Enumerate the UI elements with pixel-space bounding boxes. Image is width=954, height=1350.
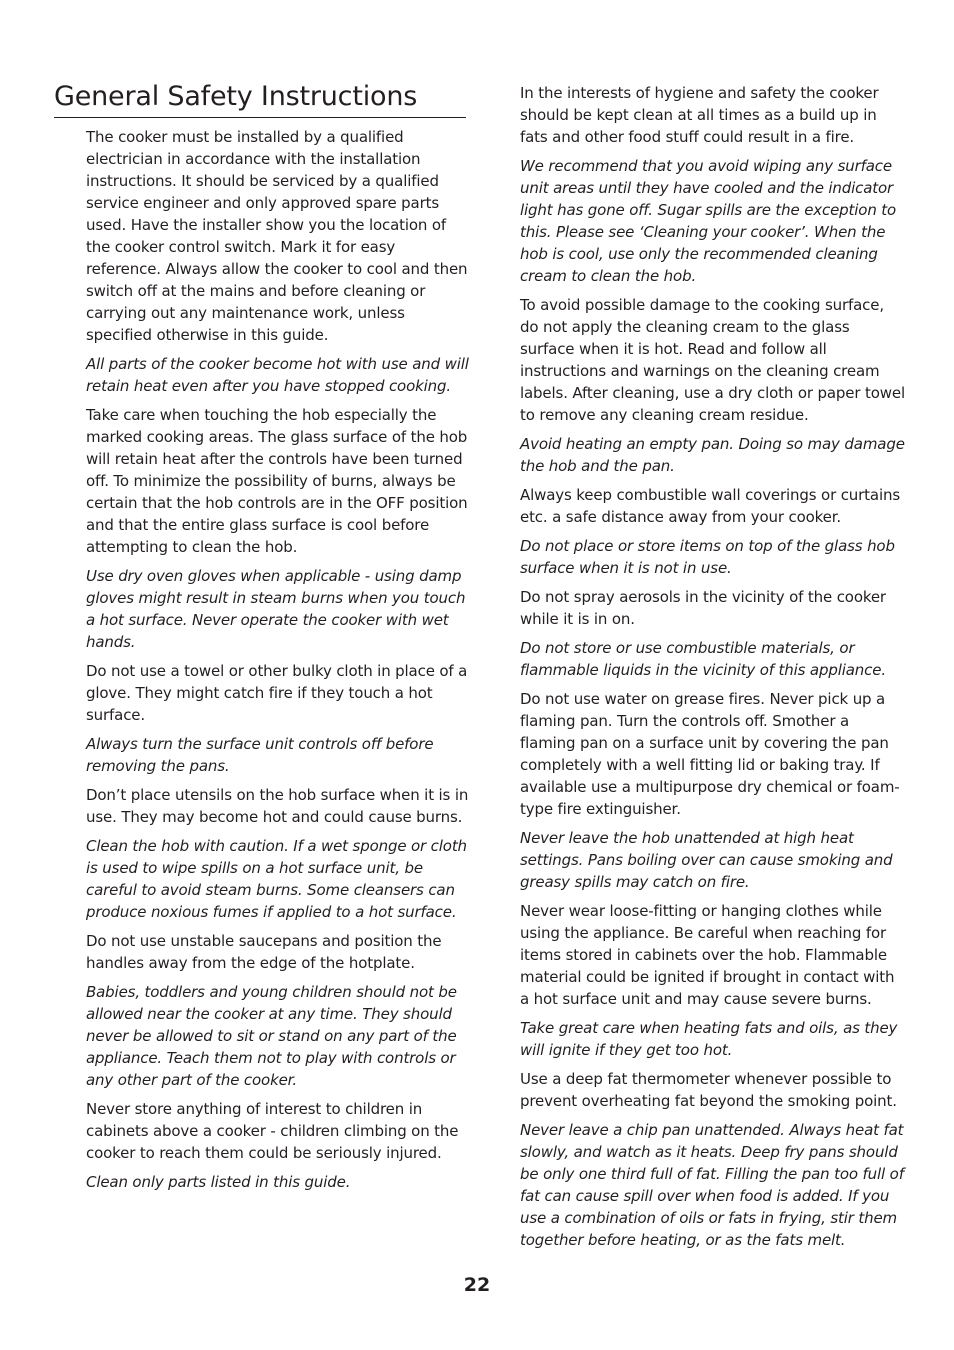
safety-paragraph: Never leave the hob unattended at high heat settings. Pans boiling over can cause smoking and greasy spills may catch on fire. xyxy=(520,829,893,891)
safety-paragraph: Do not use unstable saucepans and position the handles away from the edge of the hotplate. xyxy=(86,932,442,972)
safety-paragraph: Do not place or store items on top of the glass hob surface when it is not in use. xyxy=(520,537,895,577)
left-column xyxy=(86,126,470,1200)
safety-paragraph: To avoid possible damage to the cooking surface, do not apply the cleaning cream to the glass surface when it is hot. Read and follow all instructions and warnings on the cleaning cream labels. After cleaning, use a dry cloth or paper towel to remove any cleaning cream residue. xyxy=(520,296,905,424)
safety-paragraph: Do not use a towel or other bulky cloth in place of a glove. They might catch fire if they touch a hot surface. xyxy=(86,662,468,724)
safety-paragraph: Avoid heating an empty pan. Doing so may damage the hob and the pan. xyxy=(520,435,905,475)
safety-paragraph: Never wear loose-fitting or hanging clothes while using the appliance. Be careful when reaching for items stored in cabinets over the hob. Flammable material could be ignited if brought in contact with a hot surface unit and may cause severe burns. xyxy=(520,902,895,1008)
safety-paragraph: Never store anything of interest to children in cabinets above a cooker - children climbing on the cooker to reach them could be seriously injured. xyxy=(86,1100,459,1162)
safety-paragraph: Babies, toddlers and young children should not be allowed near the cooker at any time. They should never be allowed to sit or stand on any part of the appliance. Teach them not to play with controls or any other part of the cooker. xyxy=(86,983,457,1089)
safety-paragraph: Use dry oven gloves when applicable - using damp gloves might result in steam burns when you touch a hot surface. Never operate the cooker with wet hands. xyxy=(86,567,466,651)
safety-paragraph: Clean the hob with caution. If a wet sponge or cloth is used to wipe spills on a hot surface unit, be careful to avoid steam burns. Some cleansers can produce noxious fumes if applied to a hot surface. xyxy=(86,837,467,921)
safety-paragraph: We recommend that you avoid wiping any surface unit areas until they have cooled and the indicator light has gone off. Sugar spills are the exception to this. Please see ‘Cleaning your cooker’. When the hob is cool, use only the recommended cleaning cream to clean the hob. xyxy=(520,157,897,285)
safety-paragraph: Use a deep fat thermometer whenever possible to prevent overheating fat beyond the smoking point. xyxy=(520,1070,897,1110)
safety-paragraph: In the interests of hygiene and safety the cooker should be kept clean at all times as a build up in fats and other food stuff could result in a fire. xyxy=(520,84,879,146)
safety-paragraph: Don’t place utensils on the hob surface when it is in use. They may become hot and could cause burns. xyxy=(86,786,469,826)
page-number: 22 xyxy=(463,1274,491,1296)
right-column xyxy=(520,82,906,1258)
page-title: General Safety Instructions xyxy=(54,80,466,118)
safety-paragraph: Always turn the surface unit controls off before removing the pans. xyxy=(86,735,434,775)
safety-paragraph: Do not use water on grease fires. Never pick up a flaming pan. Turn the controls off. Smother a flaming pan on a surface unit by covering the pan completely with a well fitting lid or baking tray. If available use a multipurpose dry chemical or foam-type fire extinguisher. xyxy=(520,690,900,818)
safety-paragraph: Always keep combustible wall coverings or curtains etc. a safe distance away from your cooker. xyxy=(520,486,900,526)
safety-paragraph: Do not spray aerosols in the vicinity of the cooker while it is in on. xyxy=(520,588,886,628)
safety-paragraph: Clean only parts listed in this guide. xyxy=(86,1173,351,1191)
safety-paragraph: Take great care when heating fats and oils, as they will ignite if they get too hot. xyxy=(520,1019,898,1059)
safety-paragraph: All parts of the cooker become hot with use and will retain heat even after you have stopped cooking. xyxy=(86,355,469,395)
safety-paragraph: Never leave a chip pan unattended. Always heat fat slowly, and watch as it heats. Deep fry pans should be only one third full of fat. Filling the pan too full of fat can cause spill over when food is added. If you use a combination of oils or fats in frying, stir them together before heating, or as the fats melt. xyxy=(520,1121,904,1249)
safety-paragraph: Take care when touching the hob especially the marked cooking areas. The glass surface of the hob will retain heat after the controls have been turned off. To minimize the possibility of burns, always be certain that the hob controls are in the OFF position and that the entire glass surface is cool before attempting to clean the hob. xyxy=(86,406,468,556)
safety-paragraph: The cooker must be installed by a qualified electrician in accordance with the installation instructions. It should be serviced by a qualified service engineer and only approved spare parts used. Have the installer show you the location of the cooker control switch. Mark it for easy reference. Always allow the cooker to cool and then switch off at the mains and before cleaning or carrying out any maintenance work, unless specified otherwise in this guide. xyxy=(86,128,468,344)
safety-paragraph: Do not store or use combustible materials, or flammable liquids in the vicinity of this appliance. xyxy=(520,639,886,679)
